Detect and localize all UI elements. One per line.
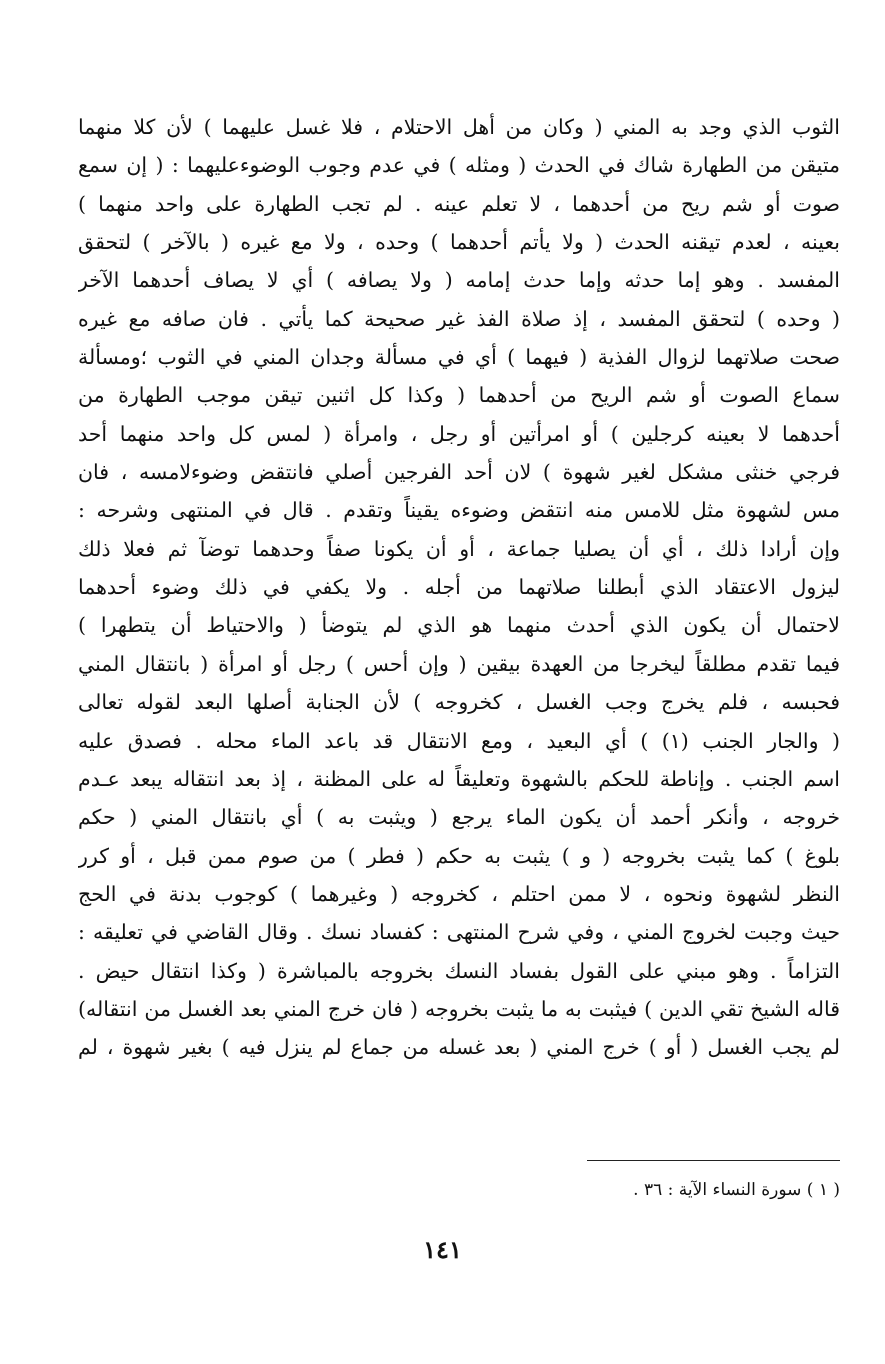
text-line: فحبسه ، فلم يخرج وجب الغسل ، كخروجه ) لأن الجنابة أصلها البعد لقوله تعالى [78, 690, 840, 715]
footnote: ( ١ ) سورة النساء الآية : ٣٦ . [633, 1180, 840, 1200]
text-line: اسم الجنب . وإناطة للحكم بالشهوة وتعليقاً له على المظنة ، إذ بعد انتقاله يبعد عـدم [78, 766, 840, 791]
text-line: فيما تقدم مطلقاً ليخرجا من العهدة بيقين ( وإن أحس ) رجل أو امرأة ( بانتقال المني [78, 651, 840, 676]
text-line: بلوغ ) كما يثبت بخروجه ( و ) يثبت به حكم ( فطر ) من صوم ممن قبل ، أو كرر [78, 843, 840, 868]
footnote-separator [587, 1160, 840, 1161]
text-line: سماع الصوت أو شم الريح من أحدهما ( وكذا كل اثنين تيقن موجب الطهارة من [78, 383, 840, 408]
text-line: صحت صلاتهما لزوال الفذية ( فيهما ) أي في مسألة وجدان المني في الثوب ؛ومسألة [78, 345, 840, 370]
page-number: ١٤١ [423, 1235, 462, 1264]
main-text-block [78, 108, 840, 1067]
text-line: ليزول الاعتقاد الذي أبطلنا صلاتهما من أجله . ولا يكفي في ذلك وضوء أحدهما [78, 575, 840, 600]
text-line: أحدهما لا بعينه كرجلين ) أو امرأتين أو رجل ، وامرأة ( لمس كل واحد منهما أحد [78, 421, 840, 446]
text-line: التزاماً . وهو مبني على القول بفساد النسك بخروجه بالمباشرة ( وكذا انتقال حيض . [78, 958, 840, 983]
text-line: لاحتمال أن يكون الذي أحدث منهما هو الذي لم يتوضأ ( والاحتياط أن يتطهرا ) [78, 613, 840, 638]
text-line: مس لشهوة مثل للامس منه انتقض وضوءه يقيناً وتقدم . قال في المنتهى وشرحه : [78, 498, 840, 523]
text-line: حيث وجبت لخروج المني ، وفي شرح المنتهى : كفساد نسك . وقال القاضي في تعليقه : [78, 920, 840, 945]
text-line: وإن أرادا ذلك ، أي أن يصليا جماعة ، أو أن يكونا صفاً وحدهما توضآ ثم فعلا ذلك [78, 536, 840, 561]
text-line: المفسد . وهو إما حدثه وإما حدث إمامه ( ولا يصافه ) أي لا يصاف أحدهما الآخر [78, 268, 840, 293]
text-line: صوت أو شم ريح من أحدهما ، لا تعلم عينه . لم تجب الطهارة على واحد منهما ) [78, 191, 840, 216]
text-line: الثوب الذي وجد به المني ( وكان من أهل الاحتلام ، فلا غسل عليهما ) لأن كلا منهما [78, 115, 840, 139]
text-line: قاله الشيخ تقي الدين ) فيثبت به ما يثبت بخروجه ( فان خرج المني بعد الغسل من انتقاله) [78, 996, 840, 1021]
text-line: لم يجب الغسل ( أو ) خرج المني ( بعد غسله من جماع لم ينزل فيه ) بغير شهوة ، لم [78, 1035, 840, 1060]
text-line: ( وحده ) لتحقق المفسد ، إذ صلاة الفذ غير صحيحة كما يأتي . فان صافه مع غيره [78, 306, 840, 331]
text-line: متيقن من الطهارة شاك في الحدث ( ومثله ) في عدم وجوب الوضوءعليهما : ( إن سمع [78, 153, 840, 178]
text-line: فرجي خنثى مشكل لغير شهوة ) لان أحد الفرجين أصلي فانتقض وضوءلامسه ، فان [78, 460, 840, 485]
text-line: بعينه ، لعدم تيقنه الحدث ( ولا يأتم أحدهما ) وحده ، ولا مع غيره ( بالآخر ) لتحقق [78, 230, 840, 255]
text-line: ( والجار الجنب (١) ) أي البعيد ، ومع الانتقال قد باعد الماء محله . فصدق عليه [78, 728, 840, 753]
text-line: خروجه ، وأنكر أحمد أن يكون الماء يرجع ( ويثبت به ) أي بانتقال المني ( حكم [78, 805, 840, 830]
text-line: النظر لشهوة ونحوه ، لا ممن احتلم ، كخروجه ( وغيرهما ) كوجوب بدنة في الحج [78, 881, 840, 906]
